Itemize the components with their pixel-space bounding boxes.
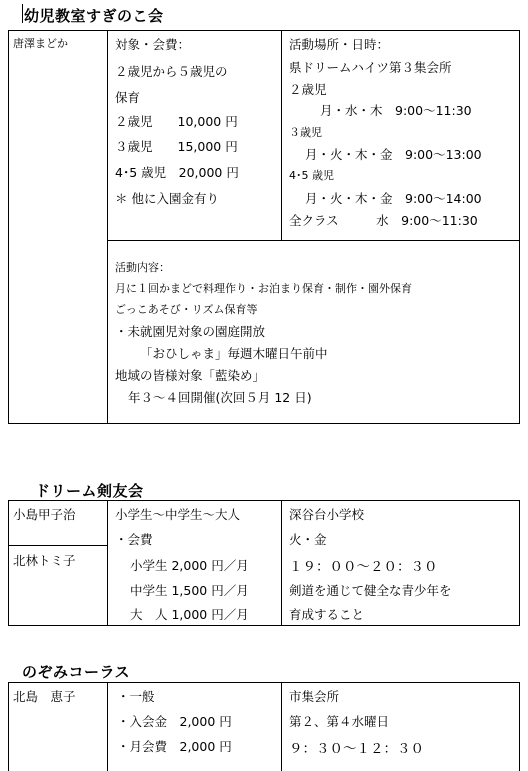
activities-line: ・未就園児対象の園庭開放 xyxy=(115,324,266,339)
schedule-line: 月・水・木 9:00～11:30 xyxy=(320,103,472,118)
fees-line: ・入会金 2,000 円 xyxy=(117,714,232,729)
table-divider xyxy=(281,682,282,771)
schedule-label: 活動場所・日時： xyxy=(289,37,390,52)
info-place: 市集会所 xyxy=(289,689,340,704)
fees-line: 小学生 2,000 円／月 xyxy=(130,558,249,573)
schedule-line: ３歳児 xyxy=(289,126,322,139)
table-divider xyxy=(107,682,108,771)
activities-line: 年３～４回開催(次回５月 12 日) xyxy=(128,390,312,405)
contact-name: 北林トミ子 xyxy=(13,553,76,568)
table-divider xyxy=(107,500,108,626)
info-place: 深谷台小学校 xyxy=(289,507,365,522)
fees-line: ・一般 xyxy=(117,689,155,704)
fees-line: 中学生 1,500 円／月 xyxy=(130,583,249,598)
table-divider xyxy=(281,500,282,626)
info-time: １９：００～２０：３０ xyxy=(289,559,438,575)
activities-label: 活動内容： xyxy=(115,261,170,274)
activities-line: 「おひしゃま」毎週木曜日午前中 xyxy=(140,346,328,361)
fees-line: 大 人 1,000 円／月 xyxy=(130,607,249,622)
contact-name: 小島甲子治 xyxy=(13,507,76,522)
activities-line: 地域の皆様対象「藍染め」 xyxy=(115,368,266,383)
fees-line: ・月会費 2,000 円 xyxy=(117,739,232,754)
table-divider xyxy=(107,240,520,241)
fees-line: 小学生～中学生～大人 xyxy=(115,507,241,522)
fees-line: 4･5 歳児 20,000 円 xyxy=(115,165,239,180)
section-title-nozomi: のぞみコーラス xyxy=(22,663,131,681)
fees-line: ２歳児から５歳児の xyxy=(115,64,228,79)
schedule-line: 4･5 歳児 xyxy=(289,169,334,182)
contact-name: 唐澤まどか xyxy=(13,37,68,50)
fees-line: ３歳児 15,000 円 xyxy=(115,139,238,154)
info-days: 第２、第４水曜日 xyxy=(289,714,390,729)
table-divider xyxy=(8,545,108,546)
text-cursor xyxy=(22,4,23,23)
schedule-line: 月・火・木・金 9:00～13:00 xyxy=(305,147,482,162)
schedule-place: 県ドリームハイツ第３集会所 xyxy=(289,60,452,75)
kenyukai-table xyxy=(8,500,520,626)
section-title-kenyukai: ドリーム剣友会 xyxy=(35,482,144,500)
fees-label: 対象・会費： xyxy=(115,37,191,52)
nozomi-table xyxy=(8,682,520,771)
table-divider xyxy=(281,30,282,241)
schedule-line: ２歳児 xyxy=(289,82,327,97)
fees-note: ＊ 他に入園金有り xyxy=(115,191,219,206)
fees-line: ・会費 xyxy=(115,532,153,547)
activities-line: ごっこあそび・リズム保育等 xyxy=(115,303,258,316)
schedule-line: 全クラス 水 9:00～11:30 xyxy=(289,213,478,228)
schedule-line: 月・火・木・金 9:00～14:00 xyxy=(305,191,482,206)
section-title-suginoko: 幼児教室すぎのこ会 xyxy=(24,7,164,25)
info-days: 火・金 xyxy=(289,532,327,547)
contact-name: 北島 恵子 xyxy=(13,689,76,704)
fees-line: 保育 xyxy=(115,90,141,105)
info-purpose: 育成すること xyxy=(289,607,365,622)
fees-line: ２歳児 10,000 円 xyxy=(115,114,238,129)
table-divider xyxy=(107,30,108,424)
info-time: ９：３０～１２：３０ xyxy=(289,741,424,757)
activities-line: 月に１回かまどで料理作り・お泊まり保育・制作・園外保育 xyxy=(115,282,412,295)
info-purpose: 剣道を通じて健全な青少年を xyxy=(289,583,452,598)
